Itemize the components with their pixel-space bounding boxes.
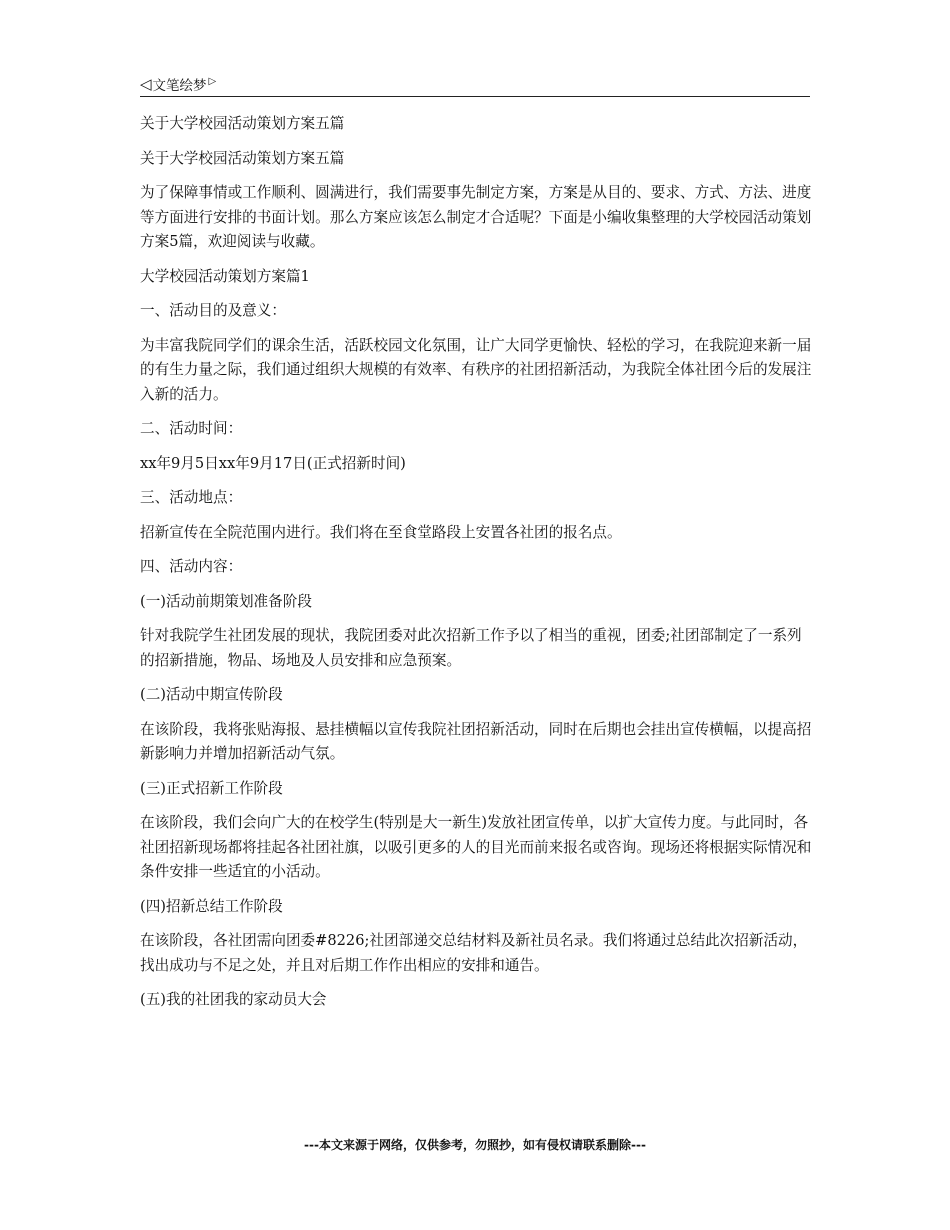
stage-heading: (四)招新总结工作阶段 [140,897,283,915]
intro-paragraph: 为了保障事情或工作顺利、圆满进行，我们需要事先制定方案，方案是从目的、要求、方式、方法、进度等方面进行安排的书面计划。那么方案应该怎么制定才合适呢？下面是小编收集整理的大学校园活动策划方案5篇，欢迎阅读与收藏。 [140,184,812,250]
paragraph: 在该阶段，我们会向广大的在校学生(特别是大一新生)发放社团宣传单，以扩大宣传力度。与此同时，各社团招新现场都将挂起各社团社旗，以吸引更多的人的目光而前来报名或咨询。现场还将根据实际情况和条件安排一些适宜的小活动。 [140,814,812,880]
section-heading: 大学校园活动策划方案篇1 [140,267,310,285]
subheading: 二、活动时间： [140,420,243,437]
page-header [140,72,810,97]
subheading: 三、活动地点： [140,489,243,506]
paragraph: 招新宣传在全院范围内进行。我们将在至食堂路段上安置各社团的报名点。 [140,523,622,541]
subheading: 一、活动目的及意义： [140,302,286,319]
left-triangle-icon: ◁ [140,75,152,93]
stage-heading: (三)正式招新工作阶段 [140,779,283,797]
document-title: 关于大学校园活动策划方案五篇 [140,115,345,132]
subheading: 四、活动内容： [140,558,243,575]
paragraph: 在该阶段，我将张贴海报、悬挂横幅以宣传我院社团招新活动，同时在后期也会挂出宣传横幅，以提高招新影响力并增加招新活动气氛。 [140,720,812,762]
paragraph: 针对我院学生社团发展的现状，我院团委对此次招新工作予以了相当的重视，团委;社团部制定了一系列的招新措施，物品、场地及人员安排和应急预案。 [140,627,802,669]
brand-name: 文笔绘梦 [152,78,207,94]
document-body [140,112,812,1023]
paragraph: 在该阶段，各社团需向团委#8226;社团部递交总结材料及新社员名录。我们将通过总结此次招新活动，找出成功与不足之处，并且对后期工作作出相应的安排和通告。 [140,932,808,974]
page-footer: ---本文来源于网络，仅供参考，勿照抄，如有侵权请联系删除--- [304,1138,646,1152]
right-triangle-icon: ▷ [208,75,217,87]
stage-heading: (一)活动前期策划准备阶段 [140,592,312,610]
paragraph: xx年9月5日xx年9月17日(正式招新时间) [140,454,406,472]
document-subtitle: 关于大学校园活动策划方案五篇 [140,149,345,167]
stage-heading: (二)活动中期宣传阶段 [140,686,283,703]
stage-heading: (五)我的社团我的家动员大会 [140,991,327,1008]
paragraph: 为丰富我院同学们的课余生活，活跃校园文化氛围，让广大同学更愉快、轻松的学习，在我院迎来新一届的有生力量之际，我们通过组织大规模的有效率、有秩序的社团招新活动，为我院全体社团今后的发展注入新的活力。 [140,336,812,403]
